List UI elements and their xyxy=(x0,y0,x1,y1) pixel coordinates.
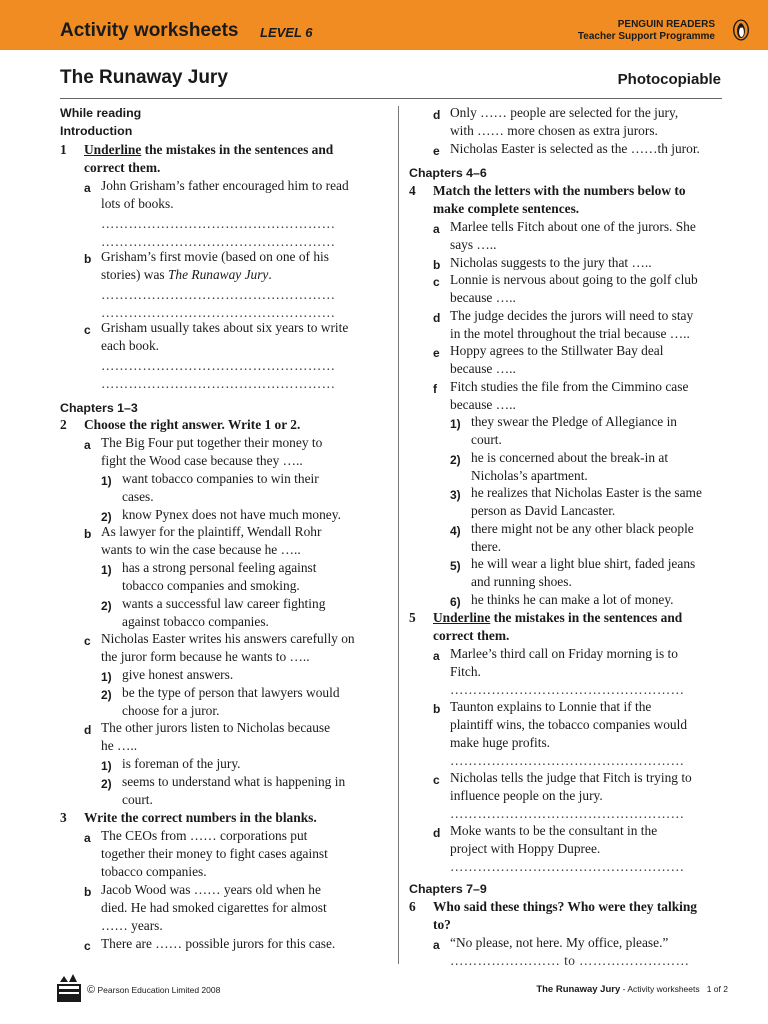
option-number: 2) xyxy=(450,453,461,467)
item-text: Marlee tells Fitch about one of the jurors. She xyxy=(450,219,696,234)
footer-book-title: The Runaway Jury xyxy=(536,984,621,995)
item-letter: d xyxy=(433,311,441,325)
option-text: be the type of person that lawyers would xyxy=(122,685,340,700)
item-text: died. He had smoked cigarettes for almost xyxy=(101,900,327,915)
option-text: court. xyxy=(122,792,153,807)
option-text: he is concerned about the break-in at xyxy=(471,450,669,465)
item-text: make huge profits. xyxy=(450,735,551,750)
item-letter: b xyxy=(433,258,441,272)
option-text: there might not be any other black people xyxy=(471,521,694,536)
option-text: choose for a juror. xyxy=(122,703,220,718)
item-text: Taunton explains to Lonnie that if the xyxy=(450,699,652,714)
item-letter: e xyxy=(433,346,440,360)
option-number: 2) xyxy=(101,777,112,791)
item-text: Only …… people are selected for the jury, xyxy=(450,105,679,120)
option-text: want tobacco companies to win their xyxy=(122,471,319,486)
question-number: 2 xyxy=(60,417,67,432)
answer-line: …………………………………………… xyxy=(101,358,336,373)
item-text: together their money to fight cases against xyxy=(101,846,328,861)
section-heading: Chapters 4–6 xyxy=(409,166,487,180)
question-text: Choose the right answer. Write 1 or 2. xyxy=(84,417,301,432)
item-letter: a xyxy=(433,649,440,663)
answer-line: …………………………………………… xyxy=(101,376,336,391)
item-text: the juror form because he wants to ….. xyxy=(101,649,310,664)
item-text: Grisham usually takes about six years to write xyxy=(101,320,349,335)
item-text: Nicholas Easter is selected as the ……th juror. xyxy=(450,141,700,156)
option-text: court. xyxy=(471,432,502,447)
item-text: because ….. xyxy=(450,290,516,305)
option-text: they swear the Pledge of Allegiance in xyxy=(471,414,677,429)
option-text: he thinks he can make a lot of money. xyxy=(471,592,674,607)
option-text: seems to understand what is happening in xyxy=(122,774,346,789)
worksheet-title: Activity worksheets xyxy=(60,20,239,41)
item-text: project with Hoppy Dupree. xyxy=(450,841,601,856)
copyright xyxy=(87,984,220,996)
item-text: Fitch. xyxy=(450,664,481,679)
option-text: and running shoes. xyxy=(471,574,572,589)
answer-line: …………………………………………… xyxy=(450,753,685,768)
item-text-part: stories) was xyxy=(101,267,168,282)
question-text-part: the mistakes in the sentences and xyxy=(490,610,683,625)
item-text xyxy=(101,266,272,284)
option-number: 2) xyxy=(101,510,112,524)
item-text: because ….. xyxy=(450,397,516,412)
item-text: …… years. xyxy=(101,918,163,933)
option-number: 6) xyxy=(450,595,461,609)
publisher-line-2: Teacher Support Programme xyxy=(577,31,715,42)
item-text: Lonnie is nervous about going to the golf club xyxy=(450,272,698,287)
section-heading: Chapters 1–3 xyxy=(60,401,138,415)
item-letter: e xyxy=(433,144,440,158)
option-number: 5) xyxy=(450,559,461,573)
level-label: LEVEL 6 xyxy=(260,25,313,40)
answer-line: …………………………………………… xyxy=(450,859,685,874)
option-text: wants a successful law career fighting xyxy=(122,596,326,611)
title-divider xyxy=(60,98,722,99)
item-text: with …… more chosen as extra jurors. xyxy=(450,123,658,138)
option-number: 4) xyxy=(450,524,461,538)
answer-line: …………………………………………… xyxy=(101,305,336,320)
option-number: 1) xyxy=(101,670,112,684)
item-letter: a xyxy=(84,181,91,195)
item-letter: c xyxy=(84,939,91,953)
question-number: 6 xyxy=(409,899,416,914)
header-band xyxy=(0,0,768,50)
item-letter: b xyxy=(433,702,441,716)
item-letter: a xyxy=(84,831,91,845)
answer-line: …………………………………………… xyxy=(101,216,336,231)
section-heading: Chapters 7–9 xyxy=(409,882,487,896)
item-letter: f xyxy=(433,382,437,396)
item-text: Nicholas Easter writes his answers carefully on xyxy=(101,631,355,646)
item-text: influence people on the jury. xyxy=(450,788,603,803)
option-number: 1) xyxy=(101,759,112,773)
item-text: Nicholas suggests to the jury that ….. xyxy=(450,255,652,270)
answer-line: …………………… to …………………… xyxy=(450,953,690,968)
footer xyxy=(0,970,768,1010)
item-text: There are …… possible jurors for this case. xyxy=(101,936,336,951)
option-text: tobacco companies and smoking. xyxy=(122,578,300,593)
underline-word: Underline xyxy=(433,610,491,625)
item-letter: c xyxy=(84,323,91,337)
copyright-symbol: © xyxy=(87,984,96,996)
item-text-part: . xyxy=(268,267,272,282)
item-text: The CEOs from …… corporations put xyxy=(101,828,308,843)
item-text: Moke wants to be the consultant in the xyxy=(450,823,658,838)
answer-line: …………………………………………… xyxy=(450,806,685,821)
footer-suffix: - Activity worksheets xyxy=(620,984,700,994)
item-text: John Grisham’s father encouraged him to read xyxy=(101,178,349,193)
question-1 xyxy=(60,141,334,159)
question-text: correct them. xyxy=(433,628,510,643)
item-text: Marlee’s third call on Friday morning is to xyxy=(450,646,678,661)
publisher-line-1: PENGUIN READERS xyxy=(617,19,715,30)
item-letter: a xyxy=(433,222,440,236)
item-text: fight the Wood case because they ….. xyxy=(101,453,303,468)
penguin-logo-icon xyxy=(730,19,752,41)
question-number: 5 xyxy=(409,610,416,625)
item-letter: c xyxy=(433,773,440,787)
option-text: cases. xyxy=(122,489,154,504)
item-text: plaintiff wins, the tobacco companies would xyxy=(450,717,688,732)
item-letter: a xyxy=(84,438,91,452)
question-text: Write the correct numbers in the blanks. xyxy=(84,810,317,825)
answer-line: …………………………………………… xyxy=(101,234,336,249)
question-text xyxy=(433,609,682,627)
question-text: to? xyxy=(433,917,451,932)
item-text: As lawyer for the plaintiff, Wendall Rohr xyxy=(101,524,322,539)
option-text: person as David Lancaster. xyxy=(471,503,616,518)
item-letter: b xyxy=(84,885,92,899)
item-text: each book. xyxy=(101,338,160,353)
option-text: he will wear a light blue shirt, faded jeans xyxy=(471,556,696,571)
option-text: is foreman of the jury. xyxy=(122,756,241,771)
item-letter: b xyxy=(84,252,92,266)
publisher-label xyxy=(578,19,715,43)
question-number: 3 xyxy=(60,810,67,825)
item-text: The judge decides the jurors will need to stay xyxy=(450,308,694,323)
page-number: 1 of 2 xyxy=(706,984,728,994)
option-number: 1) xyxy=(101,474,112,488)
question-text: Match the letters with the numbers below to xyxy=(433,183,686,198)
item-text: because ….. xyxy=(450,361,516,376)
item-text: Nicholas tells the judge that Fitch is trying to xyxy=(450,770,692,785)
question-text: make complete sentences. xyxy=(433,201,580,216)
item-text: lots of books. xyxy=(101,196,174,211)
question-text: the mistakes in the sentences and xyxy=(141,142,334,157)
book-title-italic: The Runaway Jury xyxy=(167,267,269,282)
footer-right xyxy=(536,984,728,995)
column-divider xyxy=(398,106,399,964)
option-number: 1) xyxy=(450,417,461,431)
pearson-longman-logo-icon xyxy=(56,972,82,1002)
item-text: Grisham’s first movie (based on one of his xyxy=(101,249,329,264)
answer-line: …………………………………………… xyxy=(450,682,685,697)
item-text: “No please, not here. My office, please.” xyxy=(450,935,669,950)
question-text: correct them. xyxy=(84,160,161,175)
item-text: he ….. xyxy=(101,738,138,753)
item-text: tobacco companies. xyxy=(101,864,207,879)
option-number: 2) xyxy=(101,688,112,702)
underline-word: Underline xyxy=(84,142,142,157)
item-text: Hoppy agrees to the Stillwater Bay deal xyxy=(450,343,664,358)
book-title: The Runaway Jury xyxy=(60,67,228,88)
item-letter: d xyxy=(433,108,441,122)
item-letter: b xyxy=(84,527,92,541)
option-text: know Pynex does not have much money. xyxy=(122,507,341,522)
answer-line: …………………………………………… xyxy=(101,287,336,302)
option-text: has a strong personal feeling against xyxy=(122,560,317,575)
item-letter: c xyxy=(433,275,440,289)
item-letter: a xyxy=(433,938,440,952)
option-text: he realizes that Nicholas Easter is the same xyxy=(471,485,702,500)
item-text: The Big Four put together their money to xyxy=(101,435,323,450)
question-number: 4 xyxy=(409,183,416,198)
section-heading: Introduction xyxy=(60,124,133,138)
copyright-text: Pearson Education Limited 2008 xyxy=(97,985,221,995)
item-text: Jacob Wood was …… years old when he xyxy=(101,882,321,897)
option-text: give honest answers. xyxy=(122,667,234,682)
item-text: says ….. xyxy=(450,237,497,252)
option-number: 1) xyxy=(101,563,112,577)
option-text: there. xyxy=(471,539,502,554)
section-heading: While reading xyxy=(60,106,142,120)
item-text: in the motel throughout the trial because ….. xyxy=(450,326,690,341)
item-letter: d xyxy=(433,826,441,840)
option-text: Nicholas’s apartment. xyxy=(471,468,588,483)
option-number: 3) xyxy=(450,488,461,502)
item-text: wants to win the case because he ….. xyxy=(101,542,301,557)
option-number: 2) xyxy=(101,599,112,613)
question-number: 1 xyxy=(60,142,67,157)
option-text: against tobacco companies. xyxy=(122,614,269,629)
item-letter: d xyxy=(84,723,92,737)
item-text: Fitch studies the file from the Cimmino case xyxy=(450,379,689,394)
item-letter: c xyxy=(84,634,91,648)
photocopiable-label: Photocopiable xyxy=(617,71,721,88)
question-text: Who said these things? Who were they talking xyxy=(433,899,698,914)
item-text: The other jurors listen to Nicholas because xyxy=(101,720,331,735)
